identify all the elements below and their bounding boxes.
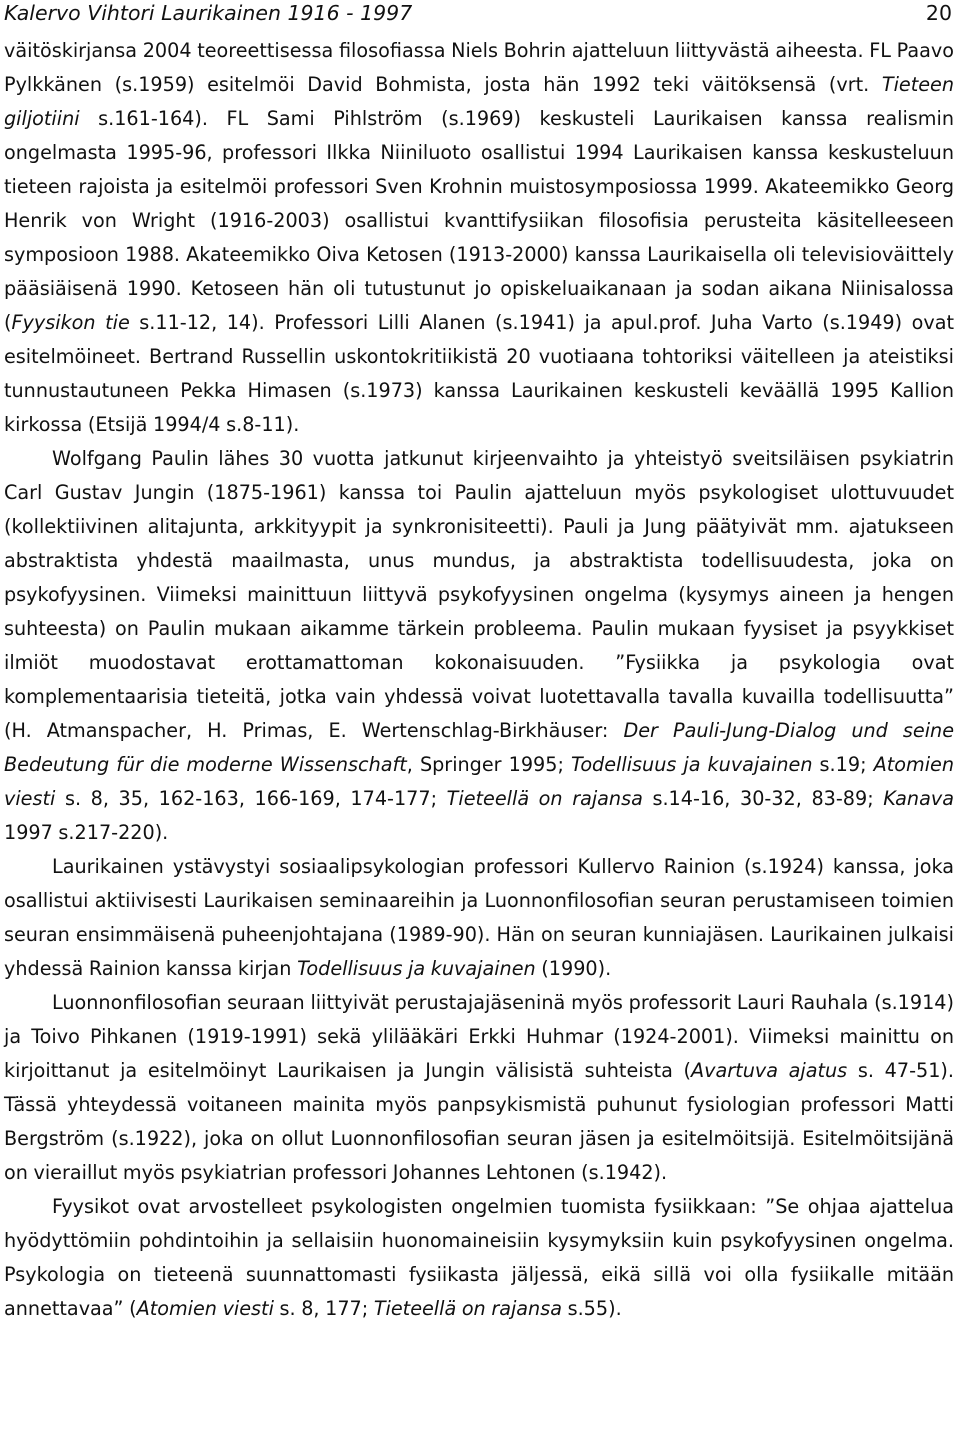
- paragraph-5: [4, 1190, 954, 1326]
- text-run: (1990).: [535, 957, 612, 980]
- text-run: , Springer 1995;: [406, 753, 571, 776]
- book-title: Fyysikon tie: [11, 311, 130, 334]
- paragraph-2: [4, 442, 954, 850]
- book-title: Tieteellä on rajansa: [373, 1297, 562, 1320]
- book-title: Todellisuus ja kuvajainen: [570, 753, 813, 776]
- book-title: Der Pauli-Jung-Dialog und seine Bedeutung für die moderne Wissenschaft: [4, 719, 954, 776]
- page-number: 20: [925, 1, 952, 25]
- paragraph-3: [4, 850, 954, 986]
- book-title: Kanava: [883, 787, 954, 810]
- text-run: Luonnonfilosofian seuraan liittyivät perustajajäseninä myös professorit Lauri Rauhala (s.1914) ja Toivo Pihkanen (1919-1991) sekä ylilääkäri Erkki Huhmar (1924-2001). Viimeksi mainittu on kirjoittanut ja esitelmöinyt Laurikaisen ja Jungin välisistä suhteista (: [4, 991, 954, 1082]
- text-run: s. 8, 177;: [273, 1297, 374, 1320]
- book-title: Tieteen giljotiini: [4, 73, 954, 130]
- body-text: [4, 34, 954, 1326]
- book-title: Todellisuus ja kuvajainen: [297, 957, 536, 980]
- text-run: s.19;: [812, 753, 874, 776]
- text-run: s.11-12, 14). Professori Lilli Alanen (s.1941) ja apul.prof. Juha Varto (s.1949) ovat esitelmöineet. Bertrand Russellin uskontokritiikistä 20 vuotiaana tohtoriksi väitelleen ja ateistiksi tunnustautuneen Pekka Himasen (s.1973) kanssa Laurikainen keskusteli keväällä 1995 Kallion kirkossa (Etsijä 1994/4 s.8-11).: [4, 311, 954, 436]
- text-run: Wolfgang Paulin lähes 30 vuotta jatkunut kirjeenvaihto ja yhteistyö sveitsiläisen psykiatrin Carl Gustav Jungin (1875-1961) kanssa toi Paulin ajatteluun myös psykologiset ulottuvuudet (kollektiivinen alitajunta, arkkityypit ja synkronisiteetti). Pauli ja Jung päätyivät mm. ajatukseen abstraktista yhdestä maailmasta, unus mundus, ja abstraktista todellisuudesta, joka on psykofyysinen. Viimeksi mainittuun liittyvä psykofyysinen ongelma (kysymys aineen ja hengen suhteesta) on Paulin mukaan aikamme tärkein probleema. Paulin mukaan fyysiset ja psyykkiset ilmiöt muodostavat erottamattoman kokonaisuuden. ”Fysiikka ja psykologia ovat komplementaarisia tieteitä, jotka vain yhdessä voivat luotettavalla tavalla kuvailla todellisuutta” (H. Atmanspacher, H. Primas, E. Wertenschlag-Birkhäuser:: [4, 447, 954, 742]
- text-run: s. 47-51). Tässä yhteydessä voitaneen mainita myös panpsykismistä puhunut fysiologian professori Matti Bergström (s.1922), joka on ollut Luonnonfilosofian seuran jäsen ja esitelmöitsijä. Esitelmöitsijänä on vieraillut myös psykiatrian professori Johannes Lehtonen (s.1942).: [4, 1059, 954, 1184]
- text-run: s. 8, 35, 162-163, 166-169, 174-177;: [55, 787, 447, 810]
- book-title: Avartuva ajatus: [691, 1059, 848, 1082]
- book-title: Atomien viesti: [136, 1297, 274, 1320]
- text-run: s.55).: [561, 1297, 622, 1320]
- text-run: s.161-164). FL Sami Pihlström (s.1969) keskusteli Laurikaisen kanssa realismin ongelmasta 1995-96, professori Ilkka Niiniluoto osallistui 1994 Laurikaisen kanssa keskusteluun tieteen rajoista ja esitelmöi professori Sven Krohnin muistosymposiossa 1999. Akateemikko Georg Henrik von Wright (1916-2003) osallistui kvanttifysiikan filosofisia perusteita käsitelleeseen symposioon 1988. Akateemikko Oiva Ketosen (1913-2000) kanssa Laurikaisella oli televisioväittely pääsiäisenä 1990. Ketoseen hän oli tutustunut jo opiskeluaikanaan ja sodan aikana Niinisalossa (: [4, 107, 954, 334]
- paragraph-1: [4, 34, 954, 442]
- text-run: väitöskirjansa 2004 teoreettisessa filosofiassa Niels Bohrin ajatteluun liittyvästä aiheesta. FL Paavo Pylkkänen (s.1959) esitelmöi David Bohmista, josta hän 1992 teki väitöksensä (vrt.: [4, 39, 954, 96]
- text-run: 1997 s.217-220).: [4, 821, 169, 844]
- running-header: [4, 0, 954, 30]
- running-title: Kalervo Vihtori Laurikainen 1916 - 1997: [4, 1, 413, 25]
- book-title: Atomien viesti: [4, 753, 954, 810]
- text-run: Fyysikot ovat arvostelleet psykologisten ongelmien tuomista fysiikkaan: ”Se ohjaa ajattelua hyödyttömiin pohdintoihin ja sellaisiin huonomaineisiin kysymyksiin kuin psykofyysinen ongelma. Psykologia on tieteenä suunnattomasti fysiikasta jäljessä, eikä sillä voi olla fysiikalle mitään annettavaa” (: [4, 1195, 954, 1320]
- text-run: s.14-16, 30-32, 83-89;: [642, 787, 884, 810]
- book-title: Tieteellä on rajansa: [446, 787, 643, 810]
- paragraph-4: [4, 986, 954, 1190]
- text-run: Laurikainen ystävystyi sosiaalipsykologian professori Kullervo Rainion (s.1924) kanssa, joka osallistui aktiivisesti Laurikaisen seminaareihin ja Luonnonfilosofian seuran perustamiseen toimien seuran ensimmäisenä puheenjohtajana (1989-90). Hän on seuran kunniajäsen. Laurikainen julkaisi yhdessä Rainion kanssa kirjan: [4, 855, 954, 980]
